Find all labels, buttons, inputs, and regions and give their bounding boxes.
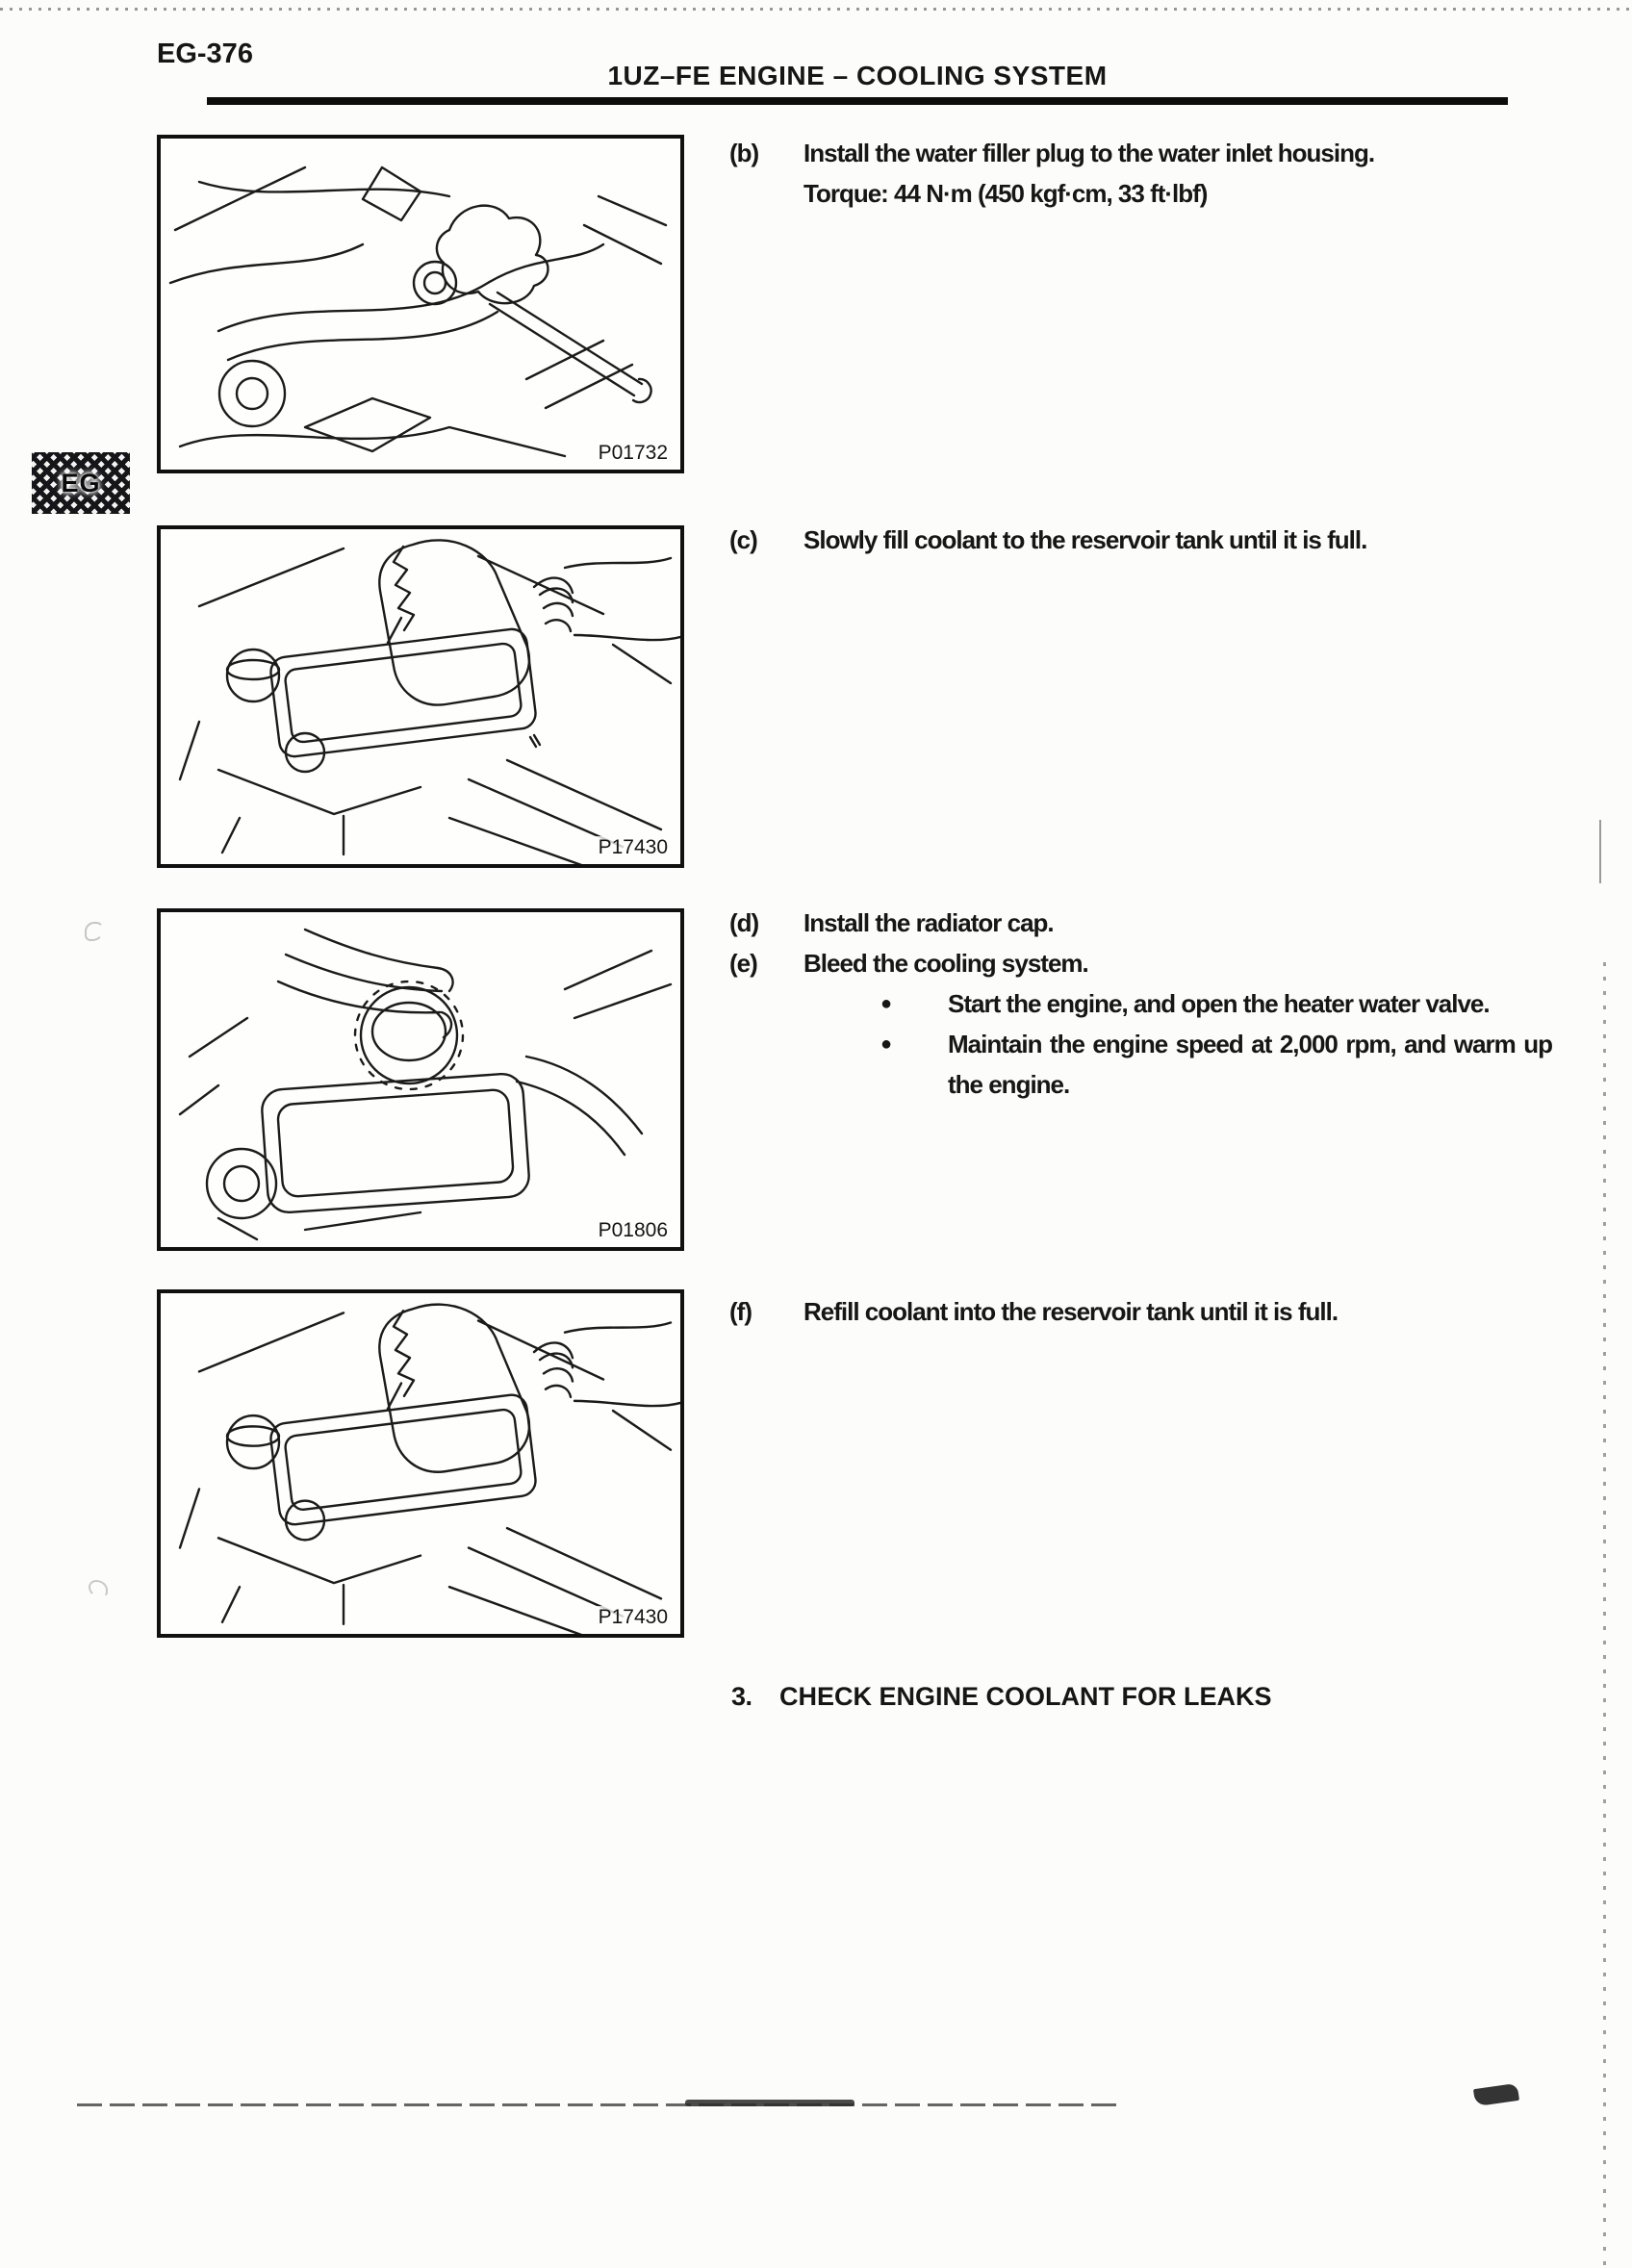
section-3-number: 3. — [731, 1682, 752, 1711]
bullet-item — [880, 1024, 1557, 1105]
bullet-item — [880, 983, 1557, 1024]
section-tab-label: EG — [61, 468, 101, 497]
page-number: EG-376 — [157, 38, 253, 69]
step-e-text: Bleed the cooling system. — [803, 949, 1088, 978]
scan-artifact-short-vertical-line — [1599, 820, 1601, 883]
step-b-torque-spec: Torque: 44 N·m (450 kgf·cm, 33 ft·lbf) — [803, 179, 1208, 208]
step-c-text: Slowly fill coolant to the reservoir tank until it is full. — [803, 525, 1367, 554]
step-f — [729, 1291, 1557, 1332]
photo-code: P01732 — [596, 442, 671, 465]
scan-artifact-left-speck — [85, 922, 104, 941]
scan-artifact-corner-smudge — [1473, 2083, 1519, 2106]
photo-code: P01806 — [596, 1219, 671, 1242]
step-d-label: (d) — [729, 908, 759, 937]
bullet-icon: ● — [880, 993, 892, 1014]
step-d-text: Install the radiator cap. — [803, 908, 1054, 937]
figure-install-water-filler-plug — [157, 135, 684, 473]
scan-artifact-bottom-smudge — [685, 2100, 854, 2106]
scan-artifact-left-speck-2 — [89, 1580, 108, 1597]
scan-artifact-bottom-broken-line — [77, 2103, 1122, 2106]
step-e — [729, 943, 1557, 1105]
step-f-label: (f) — [729, 1297, 752, 1326]
header-rule — [207, 97, 1508, 105]
page-title: 1UZ–FE ENGINE – COOLING SYSTEM — [607, 61, 1108, 90]
step-b-label: (b) — [729, 139, 759, 167]
scan-artifact-right-dotted-line — [1603, 962, 1606, 2268]
scan-artifact-top-dotted-line — [0, 8, 1632, 11]
bullet-text: Start the engine, and open the heater water valve. — [948, 989, 1490, 1018]
step-e-bullet-list — [880, 983, 1557, 1105]
radiator-cap-illustration — [161, 912, 680, 1247]
photo-code: P17430 — [596, 1606, 671, 1629]
photo-code: P17430 — [596, 836, 671, 859]
engine-bay-illustration — [161, 139, 680, 470]
step-c-label: (c) — [729, 525, 757, 554]
figure-fill-coolant-reservoir — [157, 525, 684, 868]
step-e-label: (e) — [729, 949, 757, 978]
step-d — [729, 903, 1557, 943]
bullet-text: Maintain the engine speed at 2,000 rpm, and warm up the engine. — [948, 1030, 1552, 1099]
step-b — [729, 133, 1557, 214]
figure-refill-coolant-reservoir — [157, 1289, 684, 1638]
bullet-icon: ● — [880, 1033, 892, 1055]
section-3-title: CHECK ENGINE COOLANT FOR LEAKS — [779, 1682, 1272, 1711]
coolant-pouring-illustration — [161, 1293, 680, 1634]
step-b-text: Install the water filler plug to the water inlet housing. — [803, 139, 1375, 167]
step-c — [729, 520, 1557, 560]
section-3-heading — [731, 1676, 1272, 1717]
figure-install-radiator-cap — [157, 908, 684, 1251]
step-f-text: Refill coolant into the reservoir tank until it is full. — [803, 1297, 1339, 1326]
section-tab — [32, 452, 130, 514]
coolant-pouring-illustration — [161, 529, 680, 864]
